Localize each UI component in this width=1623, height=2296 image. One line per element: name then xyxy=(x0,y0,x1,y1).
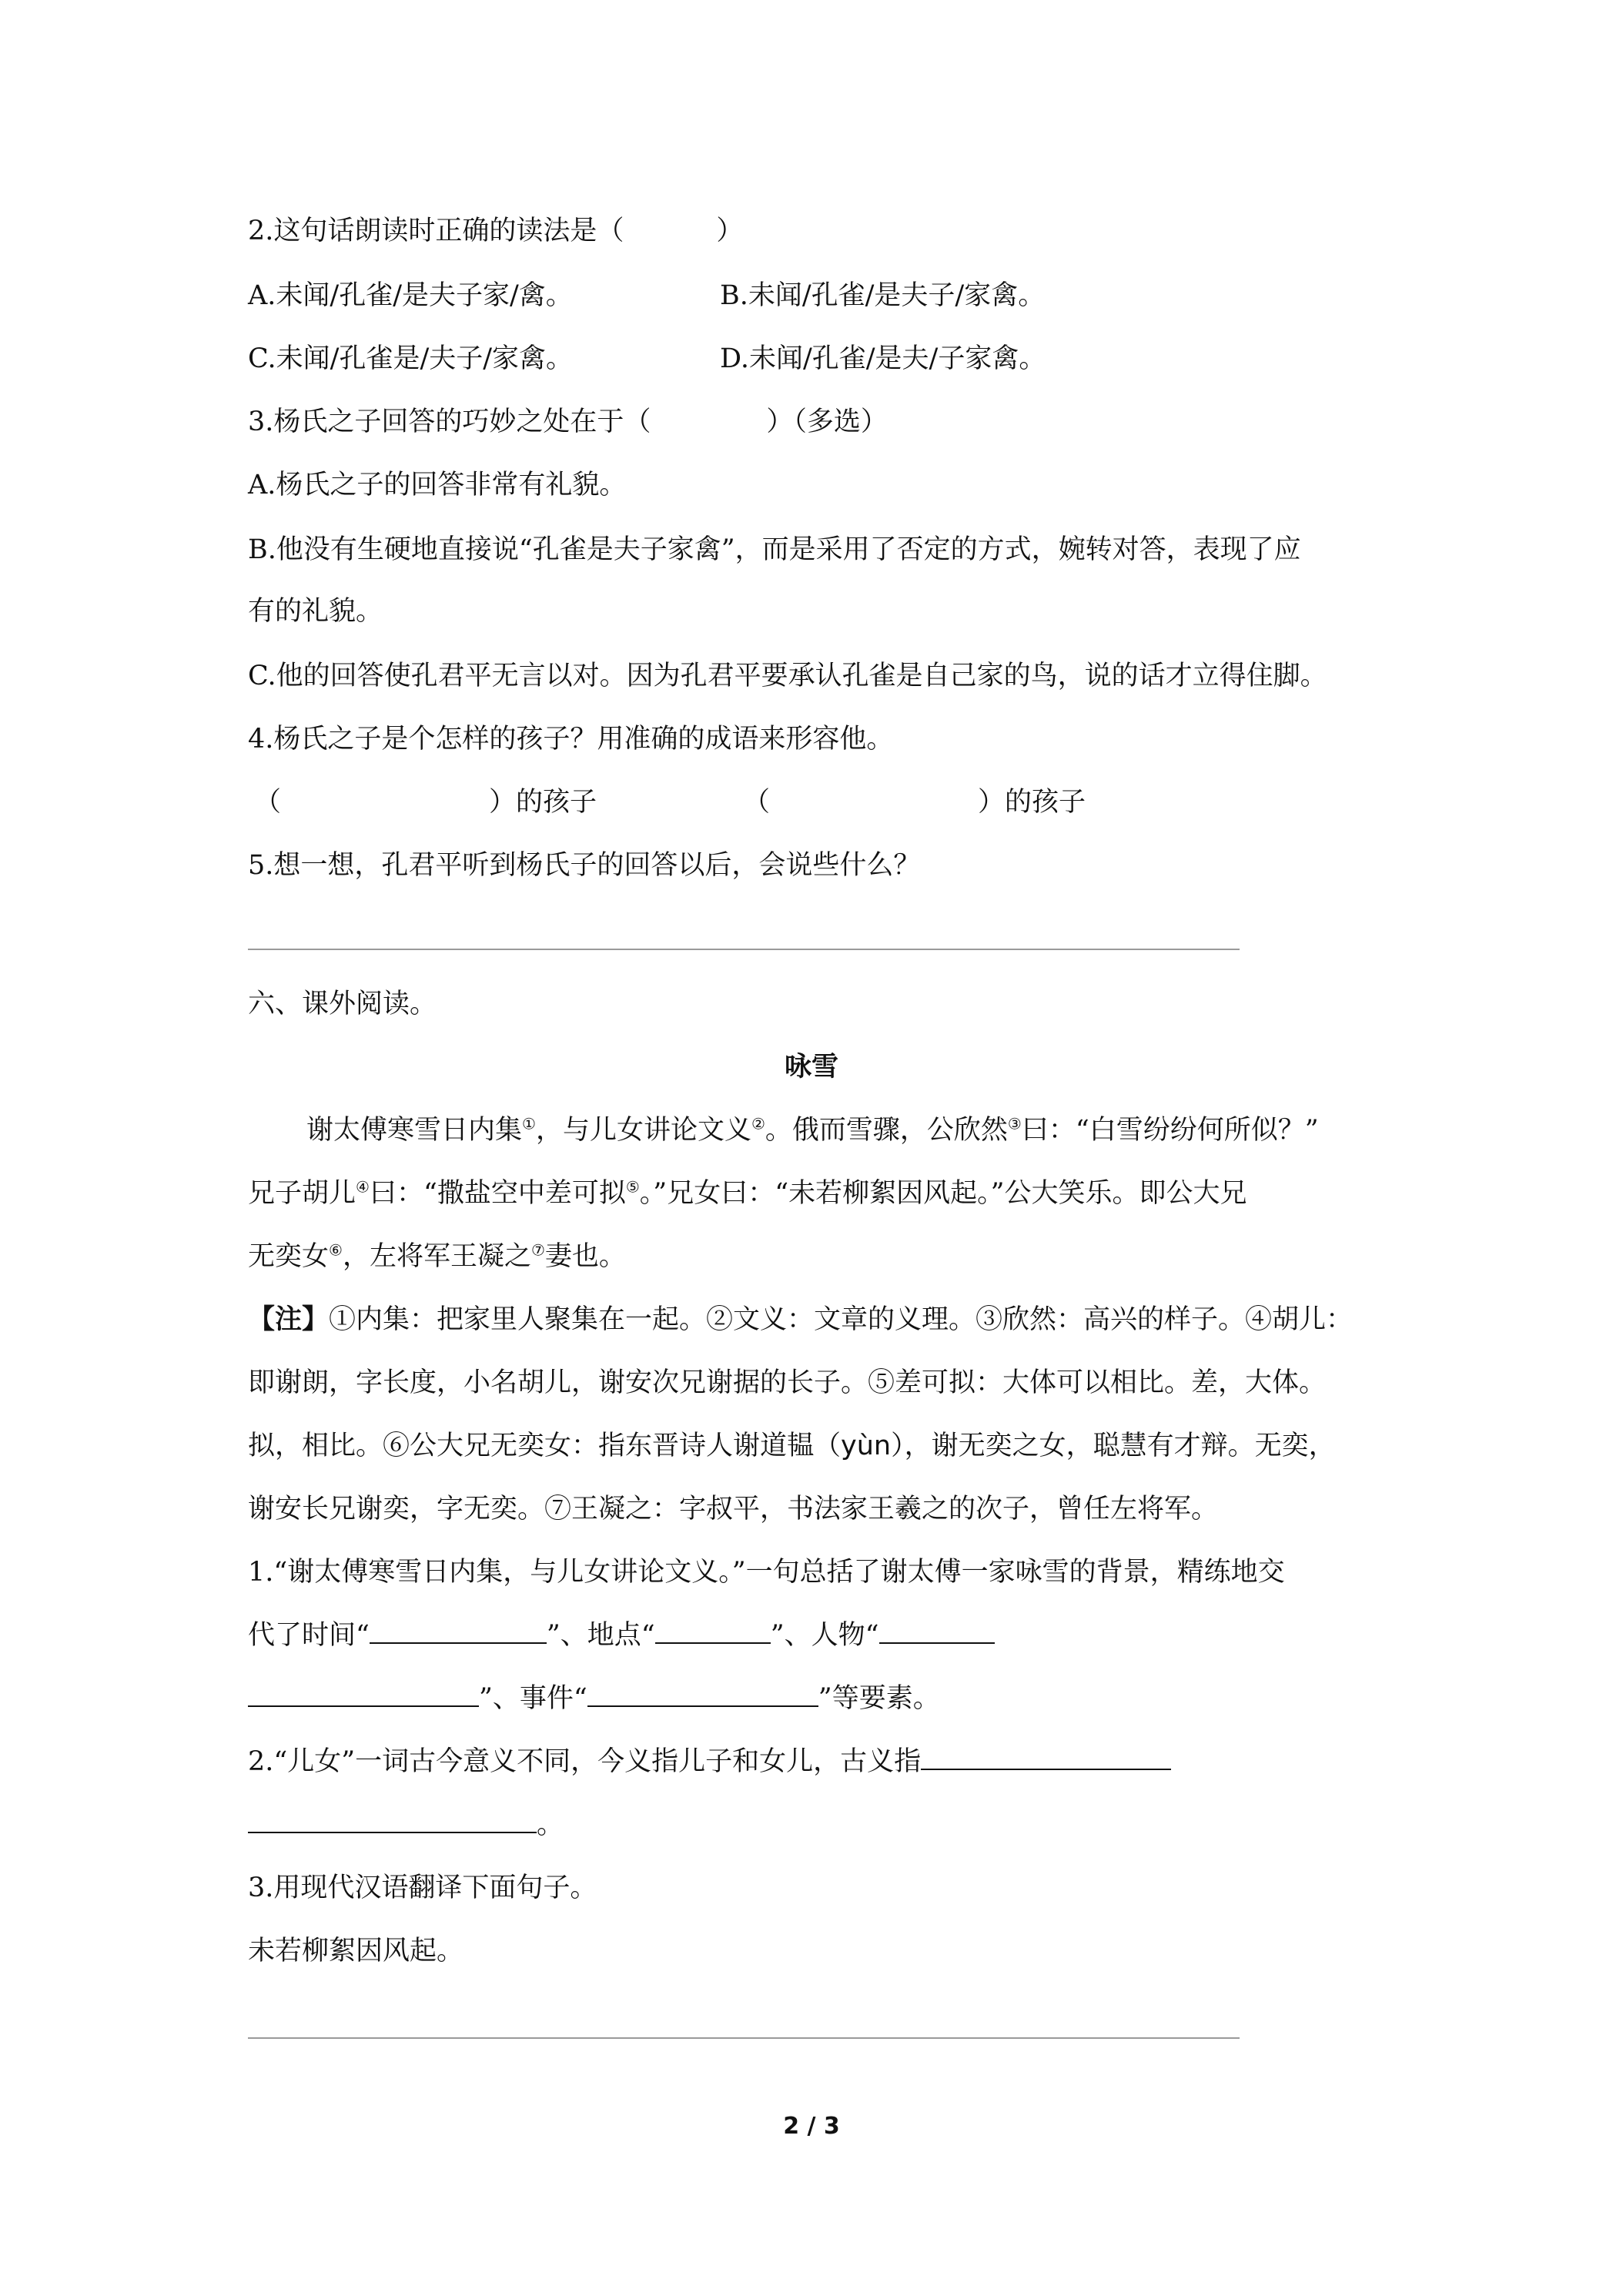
q5-answer-line[interactable] xyxy=(248,949,1240,950)
footnote-marker-3: ③ xyxy=(1007,1114,1022,1133)
q5-stem: 5.想一想，孔君平听到杨氏子的回答以后，会说些什么？ xyxy=(248,850,921,881)
footnote-marker-5: ⑤ xyxy=(625,1177,640,1197)
event-blank[interactable] xyxy=(587,1682,818,1707)
passage-line-2 xyxy=(248,1175,1247,1212)
s6-q1-line-1: 1.“谢太傅寒雪日内集，与儿女讲论文义。”一句总括了谢太傅一家咏雪的背景，精练地交 xyxy=(248,1557,1285,1588)
passage-text: ，左将军王凝之 xyxy=(342,1241,531,1272)
passage-text: 曰：“撒盐空中差可拟 xyxy=(369,1178,626,1209)
q2-stem xyxy=(248,213,743,249)
s6-q2-line-1 xyxy=(248,1743,1171,1780)
s6-q1-text: ”、人物“ xyxy=(770,1620,879,1651)
ancient-meaning-blank-cont[interactable] xyxy=(248,1809,537,1833)
passage-line-3 xyxy=(248,1238,626,1275)
s6-q1-line-3 xyxy=(248,1680,940,1717)
s6-q1-line-2 xyxy=(248,1617,995,1654)
s6-q1-text: ”等要素。 xyxy=(818,1683,940,1714)
q4-answer-2-close: ）的孩子 xyxy=(978,787,1086,818)
notes-text: 拟，相比。⑥公大兄无奕女：指东晋诗人谢道韫（ xyxy=(248,1431,842,1461)
notes-pinyin: yùn xyxy=(841,1431,892,1461)
passage-text: 。”兄女曰：“未若柳絮因风起。”公大笑乐。即公大兄 xyxy=(639,1178,1247,1209)
notes-line-2: 即谢朗，字长度，小名胡儿，谢安次兄谢据的长子。⑤差可拟：大体可以相比。差，大体。 xyxy=(248,1367,1327,1398)
q3-option-a: A.杨氏之子的回答非常有礼貌。 xyxy=(248,470,627,500)
q2-option-b: B.未闻/孔雀/是夫子/家禽。 xyxy=(720,280,1046,311)
passage-text: 兄子胡儿 xyxy=(248,1178,356,1209)
q2-option-a: A.未闻/孔雀/是夫子家/禽。 xyxy=(248,280,573,311)
s6-q3-answer-line[interactable] xyxy=(248,2037,1240,2039)
footnote-marker-7: ⑦ xyxy=(530,1240,545,1260)
passage-title: 咏雪 xyxy=(784,1052,838,1083)
passage-text: 曰：“白雪纷纷何所似？” xyxy=(1021,1115,1319,1146)
q3-option-b-line1: B.他没有生硬地直接说“孔雀是夫子家禽”，而是采用了否定的方式，婉转对答，表现了应 xyxy=(248,534,1301,565)
q4-answer-2[interactable] xyxy=(743,784,1086,821)
q2-stem-text: 2.这句话朗读时正确的读法是（ xyxy=(248,216,624,246)
notes-line-4: 谢安长兄谢奕，字无奕。⑦王凝之：字叔平，书法家王羲之的次子，曾任左将军。 xyxy=(248,1494,1219,1525)
notes-text: ①内集：把家里人聚集在一起。②文义：文章的义理。③欣然：高兴的样子。④胡儿： xyxy=(329,1304,1354,1335)
q3-stem-close: ）（多选） xyxy=(766,407,888,437)
passage-text: ，与儿女讲论文义 xyxy=(535,1115,751,1146)
q4-answer-1[interactable] xyxy=(254,784,597,821)
section6-heading: 六、课外阅读。 xyxy=(248,989,437,1019)
q3-stem-text: 3.杨氏之子回答的巧妙之处在于（ xyxy=(248,407,651,437)
passage-text: 无奕女 xyxy=(248,1241,330,1272)
q3-option-b-line2: 有的礼貌。 xyxy=(248,596,383,627)
q4-answer-2-open: （ xyxy=(743,787,771,818)
q3-stem xyxy=(248,403,888,440)
s6-q2-text: 2.“儿女”一词古今意义不同，今义指儿子和女儿，古义指 xyxy=(248,1746,922,1777)
q2-stem-close: ） xyxy=(716,216,744,246)
q4-answer-1-close: ）的孩子 xyxy=(489,787,597,818)
footnote-marker-4: ④ xyxy=(356,1177,370,1197)
q2-option-d: D.未闻/孔雀/是夫/子家禽。 xyxy=(720,343,1046,374)
s6-q1-text: ”、事件“ xyxy=(479,1683,587,1714)
s6-q3-stem: 3.用现代汉语翻译下面句子。 xyxy=(248,1873,597,1903)
passage-text: 。俄而雪骤，公欣然 xyxy=(765,1115,1008,1146)
s6-q1-text: ”、地点“ xyxy=(546,1620,655,1651)
people-blank-cont[interactable] xyxy=(248,1682,479,1707)
ancient-meaning-blank[interactable] xyxy=(921,1745,1171,1770)
footnote-marker-6: ⑥ xyxy=(329,1240,343,1260)
place-blank[interactable] xyxy=(655,1619,771,1644)
notes-line-1 xyxy=(248,1301,1353,1338)
notes-label: 【注】 xyxy=(248,1304,330,1335)
s6-q2-text: 。 xyxy=(537,1809,564,1840)
passage-text: 谢太傅寒雪日内集 xyxy=(306,1115,523,1146)
q2-option-c: C.未闻/孔雀是/夫子/家禽。 xyxy=(248,343,574,374)
page-number: 2 / 3 xyxy=(783,2113,840,2140)
s6-q3-sentence: 未若柳絮因风起。 xyxy=(248,1936,464,1966)
passage-line-1 xyxy=(306,1112,1319,1149)
footnote-marker-1: ① xyxy=(522,1114,536,1133)
people-blank[interactable] xyxy=(879,1619,995,1644)
s6-q2-line-2 xyxy=(248,1806,564,1843)
s6-q1-text: 代了时间“ xyxy=(248,1620,370,1651)
q4-stem: 4.杨氏之子是个怎样的孩子？用准确的成语来形容他。 xyxy=(248,724,894,755)
time-blank[interactable] xyxy=(370,1619,547,1644)
passage-text: 妻也。 xyxy=(544,1241,626,1272)
q4-answer-1-open: （ xyxy=(254,787,282,818)
notes-text: ），谢无奕之女，聪慧有才辩。无奕， xyxy=(891,1431,1336,1461)
footnote-marker-2: ② xyxy=(751,1114,765,1133)
notes-line-3 xyxy=(248,1427,1336,1464)
q3-option-c: C.他的回答使孔君平无言以对。因为孔君平要承认孔雀是自己家的鸟，说的话才立得住脚。 xyxy=(248,661,1327,691)
